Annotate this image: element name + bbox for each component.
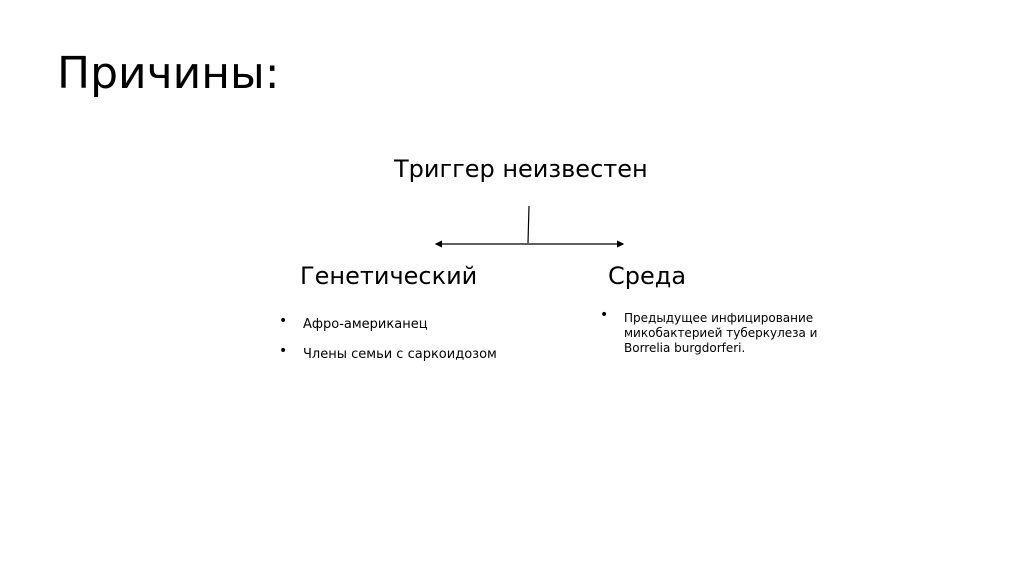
list-item [279,343,539,363]
list-item-text: Предыдущее инфицирование микобактерией туберкулеза и Borrelia burgdorferi. [624,311,818,355]
slide-title: Причины: [57,48,280,99]
genetic-list [279,313,539,377]
bullet-icon: • [279,313,288,329]
genetic-heading: Генетический [300,262,478,290]
environment-list [600,307,840,356]
bullet-icon: • [279,343,288,359]
list-item-text: Афро-американец [303,317,428,332]
environment-heading: Среда [608,262,687,290]
list-item [279,313,539,333]
trigger-label: Триггер неизвестен [394,155,648,183]
list-item-text: Члены семьи с саркоидозом [303,347,497,362]
connector-stem [528,206,529,243]
bullet-icon: • [600,307,609,323]
list-item [600,307,840,356]
